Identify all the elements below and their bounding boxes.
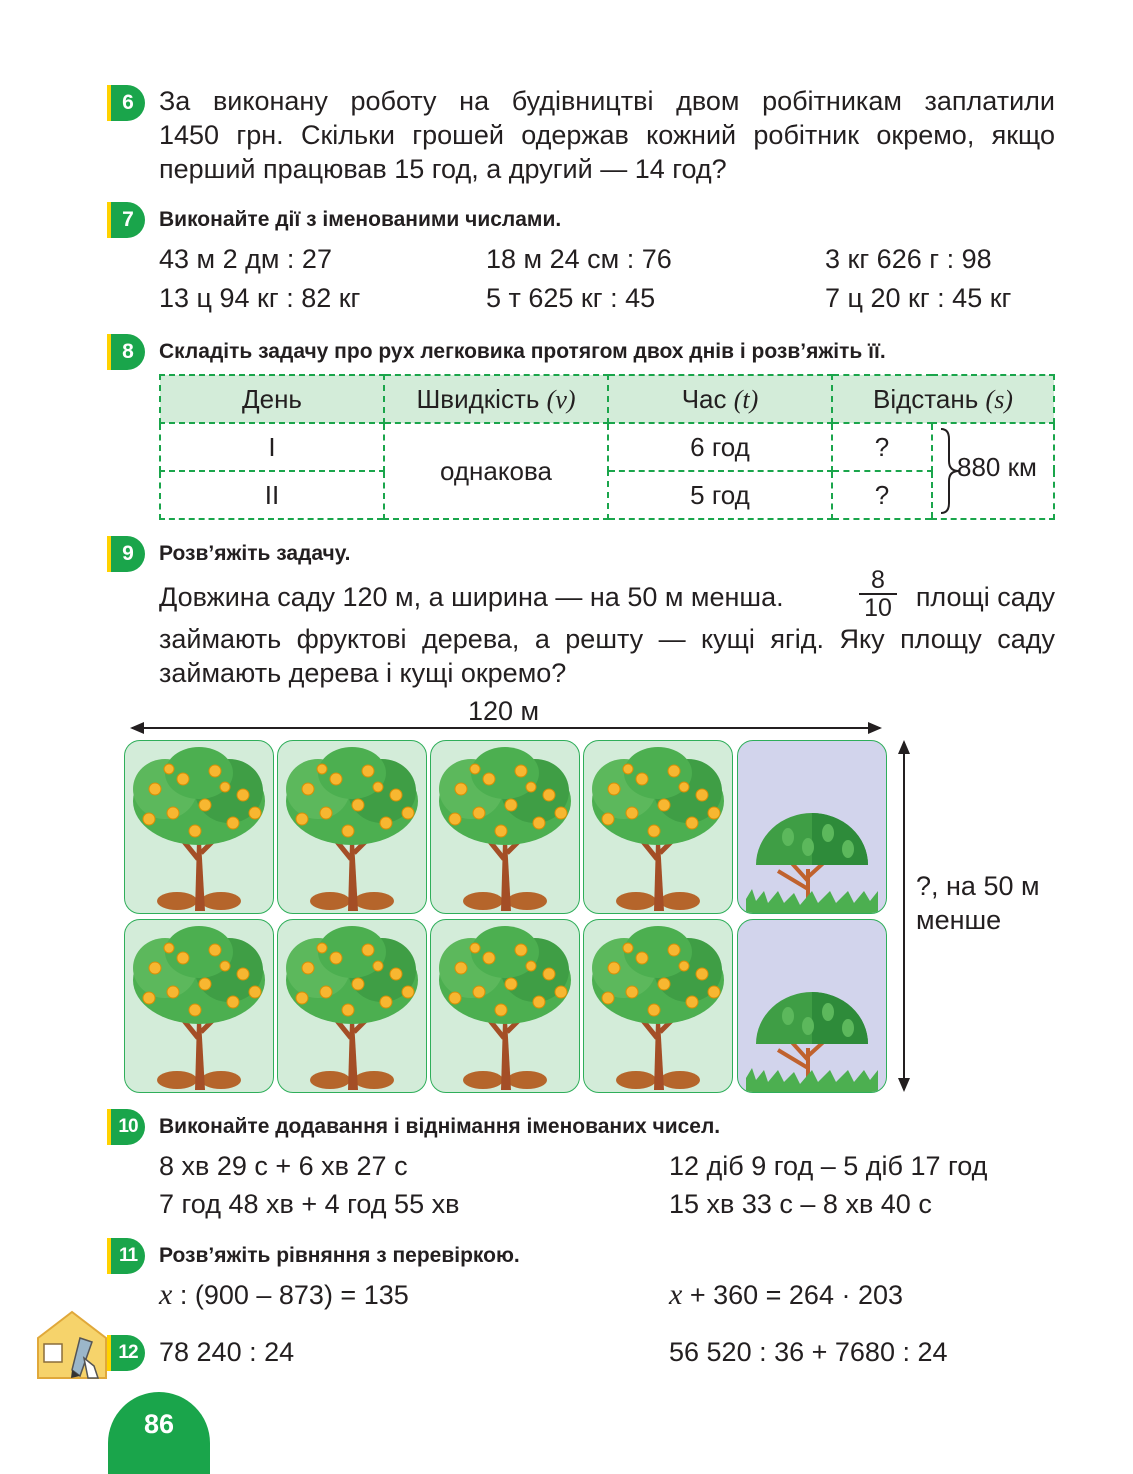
row-1-distance: ? xyxy=(832,423,932,471)
task-10-title: Виконайте додавання і віднімання іменованих чисел. xyxy=(159,1115,721,1138)
variable-x: x xyxy=(159,1278,173,1311)
task-10-expr-2-1: 7 год 48 хв + 4 год 55 хв xyxy=(159,1189,460,1219)
apple-tree-icon xyxy=(431,741,579,913)
fraction-denominator: 10 xyxy=(864,594,892,622)
task-8-badge: 8 xyxy=(107,334,145,370)
task-12-expr-2: 56 520 : 36 + 7680 : 24 xyxy=(669,1337,948,1367)
task-10-expr-1-1: 8 хв 29 с + 6 хв 27 с xyxy=(159,1151,408,1181)
task-11-badge: 11 xyxy=(107,1238,145,1274)
fruit-tree-tile xyxy=(277,919,427,1093)
berry-bush-tile xyxy=(737,919,887,1093)
apple-tree-icon xyxy=(125,741,273,913)
task-10-expr-2-2: 15 хв 33 с – 8 хв 40 с xyxy=(669,1189,932,1219)
house-with-pencil-icon xyxy=(34,1308,110,1380)
apple-tree-icon xyxy=(278,741,426,913)
berry-bush-tile xyxy=(737,740,887,914)
header-time: Час (t) xyxy=(608,375,832,423)
row-2-time: 5 год xyxy=(608,471,832,519)
header-speed: Швидкість (v) xyxy=(384,375,608,423)
task-9-line-1 xyxy=(159,566,1055,622)
fraction-numerator: 8 xyxy=(859,567,897,595)
fruit-tree-tile xyxy=(583,740,733,914)
task-9-badge: 9 xyxy=(107,536,145,572)
task-6-line-3: перший працював 15 год, а другий — 14 год? xyxy=(159,154,727,184)
header-distance: Відстань (s) xyxy=(832,375,1054,423)
task-9-line-3: займають дерева і кущі окремо? xyxy=(159,658,567,688)
task-11-equation-1: x : (900 – 873) = 135 xyxy=(159,1278,409,1311)
apple-tree-icon xyxy=(278,920,426,1092)
garden-length-label: 120 м xyxy=(468,696,540,726)
task-6-badge: 6 xyxy=(107,85,145,121)
apple-tree-icon xyxy=(125,920,273,1092)
task-12-badge: 12 xyxy=(107,1335,145,1371)
width-arrow-icon xyxy=(896,738,912,1094)
task-7-expr-1-2: 18 м 24 см : 76 xyxy=(486,244,672,274)
variable-x: x xyxy=(669,1278,683,1311)
fraction xyxy=(859,567,897,621)
total-distance-cell xyxy=(932,423,1054,519)
task-10-expr-1-2: 12 діб 9 год – 5 діб 17 год xyxy=(669,1151,988,1181)
header-day: День xyxy=(160,375,384,423)
task-12-expr-1: 78 240 : 24 xyxy=(159,1337,295,1367)
task-7-expr-1-1: 43 м 2 дм : 27 xyxy=(159,244,332,274)
task-9-line-1-text: Довжина саду 120 м, а ширина — на 50 м менша. xyxy=(159,582,784,612)
row-2-distance: ? xyxy=(832,471,932,519)
fruit-tree-tile xyxy=(124,740,274,914)
apple-tree-icon xyxy=(431,920,579,1092)
task-11-equation-2: x + 360 = 264 · 203 xyxy=(669,1278,904,1311)
fruit-tree-tile xyxy=(430,919,580,1093)
task-6-line-1: За виконану роботу на будівництві двом робітникам заплатили xyxy=(159,86,1055,116)
bush-icon xyxy=(738,741,886,913)
garden-width-label-1: ?, на 50 м xyxy=(916,871,1040,901)
bush-icon xyxy=(738,920,886,1092)
garden-width-label-2: менше xyxy=(916,905,1002,935)
task-7-badge: 7 xyxy=(107,202,145,238)
task-9-title: Розв’яжіть задачу. xyxy=(159,542,351,565)
page-number: 86 xyxy=(108,1392,210,1474)
fruit-tree-tile xyxy=(277,740,427,914)
apple-tree-icon xyxy=(584,741,732,913)
fruit-tree-tile xyxy=(583,919,733,1093)
task-7-title: Виконайте дії з іменованими числами. xyxy=(159,208,562,231)
task-9-line-1-end: площі саду xyxy=(915,582,1055,612)
task-7-expr-1-3: 3 кг 626 г : 98 xyxy=(825,244,992,274)
task-9-line-2: займають фруктові дерева, а решту — кущі ягід. Яку площу саду xyxy=(159,624,1055,654)
length-arrow-icon xyxy=(128,720,884,736)
task-7-expr-2-1: 13 ц 94 кг : 82 кг xyxy=(159,283,361,313)
task-7-expr-2-3: 7 ц 20 кг : 45 кг xyxy=(825,283,1012,313)
row-1-day: I xyxy=(160,423,384,471)
speed-value: однакова xyxy=(384,423,608,519)
apple-tree-icon xyxy=(584,920,732,1092)
fruit-tree-tile xyxy=(430,740,580,914)
task-10-badge: 10 xyxy=(107,1109,145,1145)
row-1-time: 6 год xyxy=(608,423,832,471)
total-distance: 880 км xyxy=(957,452,1037,482)
row-2-day: II xyxy=(160,471,384,519)
task-7-expr-2-2: 5 т 625 кг : 45 xyxy=(486,283,656,313)
task-6-line-2: 1450 грн. Скільки грошей одержав кожний робітник окремо, якщо xyxy=(159,120,1055,150)
task-8-title: Складіть задачу про рух легковика протягом двох днів і розв’яжіть її. xyxy=(159,340,886,363)
task-11-title: Розв’яжіть рівняння з перевіркою. xyxy=(159,1244,520,1267)
motion-table xyxy=(159,374,1055,520)
fruit-tree-tile xyxy=(124,919,274,1093)
